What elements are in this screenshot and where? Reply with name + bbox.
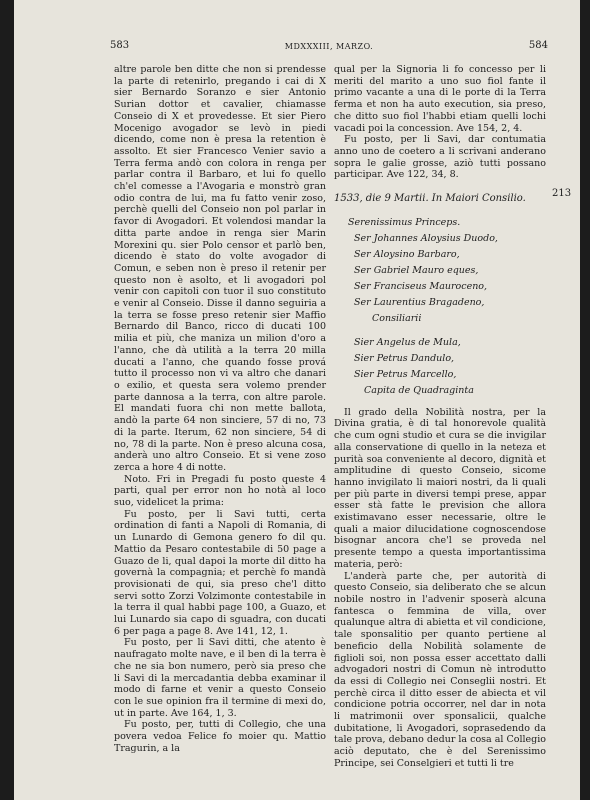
paragraph: Il grado della Nobilità nostra, per la Divina gratia, è di tal honorevole qualità che cum ogni studio et cura se die invigilar alla conservatione di quello in la neteza et purità soa conveniente al decoro, dignità et amplitudine di questo Conseio, sicome hanno invigilato li maiori nostri, da li quali per più parte in diversi tempi prese, appar esser stà fatte le prevision che allora existimavano esser necessarie, oltre le quali a maior dilucidatione cognoscendose bisognar ancora che'l se proveda nel presente tempo a questa importantissima materia, però: [334, 406, 546, 570]
left-text-column [114, 64, 326, 754]
margin-folio-number: 213 [552, 188, 572, 199]
page-number-left: 583 [110, 40, 130, 51]
roll-entry: Serenissimus Princeps. [348, 216, 461, 228]
roll-entry: Sier Petrus Marcello, [354, 368, 457, 380]
paragraph: Fu posto, per, tutti di Collegio, che una povera vedoa Felice fo moier qu. Mattio Tragurin, a la [114, 719, 326, 754]
roll-entry: Sier Angelus de Mula, [354, 336, 461, 348]
spacer [334, 399, 546, 407]
document-page [14, 0, 580, 800]
paragraph: L'anderà parte che, per autorità di questo Conseio, sia deliberato che se alcun nobile nostro in l'advenir sposerà alcuna fantesca o femmina de villa, over qualunque altra di abietta et vil condicione, tale sponsalitio per quanto pertiene al beneficio della Nobilità solamente de figlioli soi, non possa esser accettato dalli advogadori nostri di Comun nè introdutto da essi di Collegio nei Conseglii nostri. Et perchè circa il ditto esser de abiecta et vil condicione potria occorrer, nel dar in nota li matrimonii over sponsalicii, qualche dubitatione, li Avogadori, soprasedendo da tale prova, debano dedur la cosa al Collegio aciò deputato, che è del Serenissimo Principe, sei Conselgieri et tutti li tre [334, 570, 546, 769]
roll-entry: Sier Petrus Dandulo, [354, 352, 455, 364]
page-number-right: 584 [528, 40, 548, 51]
paragraph: Fu posto, per li Savi, dar contumatia anno uno de coetero a li scrivani anderano sopra le galie grosse, aziò tutti possano participar. Ave 122, 34, 8. [334, 134, 546, 181]
running-header [110, 40, 548, 54]
roll-entry: Ser Johannes Aloysius Duodo, [354, 232, 498, 244]
roll-entry: Ser Franciseus Mauroceno, [354, 280, 488, 292]
council-session-heading: 1533, die 9 Martii. In Maiori Consilio. [334, 193, 526, 205]
paragraph: qual per la Signoria li fo concesso per li meriti del marito a uno suo fiol fante il primo vacante a una di le porte di la Terra ferma et non ha auto execution, sia preso, che ditto suo fiol l'habbi etiam quelli lochi vacadi poi la concession. Ave 154, 2, 4. [334, 64, 546, 134]
roll-entry: Ser Laurentius Bragadeno, [354, 296, 485, 308]
paragraph: Noto. Fri in Pregadi fu posto queste 4 parti, qual per error non ho notà al loco suo, videlicet la prima: [114, 473, 326, 509]
roll-entry: Ser Gabriel Mauro eques, [354, 264, 479, 276]
paragraph: altre parole ben ditte che non si prendesse la parte di retenirlo, pregando i cai di X sier Bernardo Soranzo e sier Antonio Surian dottor et cavalier, chiamasse Conseio di X et provedesse. Et sier Piero Mocenigo avogador se levò in piedi dicendo, come non è presa la retention è assolto. Et sier Francesco Venier savio a Terra ferma andò con colora in renga per parlar contra il Barbaro, et lui fo quello ch'el comesse a l'Avogaria e monstrò gran odio contra de lui, ma fu fatto venir zoso, perchè quelli del Conseio non pol parlar in favor di Avogadori. Et volendosi mandar la ditta parte andoe in renga sier Marin Morexini qu. sier Polo censor et parlò ben, dicendo è stato do volte avogador di Comun, e seben non è preso il retenir per questo non è asolto, et li avogadori pol venir con capitoli con tuor il suo constituto e venir al Conseio. Disse il danno seguiria a la terra se fosse preso retenir sier Maffio Bernardo dil Banco, ricco di ducati 100 milia et più, che maniza un milion d'oro a l'anno, che dà utilità a la terra 20 milla ducati a l'anno, che quando fosse prová tutto il processo non vi va altro che danari o exilio, et questa sera volemo prender parte dannosa a la terra, con altre parole. El mandati fuora chi non mette ballota, andò la parte 64 non sinciere, 57 di no, 73 di la parte. Iterum, 62 non sinciere, 54 di no, 78 di la parte. Non è preso alcuna cosa, anderà uno altro Conseio. Et si vene zoso zerca a hore 4 di notte. [114, 64, 326, 473]
paragraph: Fu posto, per li Savi ditti, che atento è naufragato molte nave, e il ben di la terra è che ne sia bon numero, però sia preso che li Savi di la mercadantia debba examinar il modo di farne et venir a questo Conseio con le sue opinion fra il termine di mexi do, ut in parte. Ave 164, 1, 3. [114, 637, 326, 719]
paragraph: Fu posto, per li Savi tutti, certa ordination di fanti a Napoli di Romania, di un Lunardo di Gemona genero fo dil qu. Mattio da Pesaro contestabile di 50 page a Guazo de li, qual dapoi la morte dil ditto ha governà la compagnia; et perchè fo mandà provisionati de qui, sia preso che'l ditto servi sotto Zorzi Volzimonte contestabile in la terra il qual habbi page 100, a Guazo, et lui Lunardo sia capo di sguadra, con ducati 6 per paga a page 8. Ave 141, 12, 1. [114, 508, 326, 637]
council-roll [334, 215, 546, 399]
right-text-column [334, 64, 546, 770]
roll-entry: Ser Aloysino Barbaro, [354, 248, 460, 260]
roll-entry: Consiliarii [372, 312, 422, 324]
running-title: MDXXXIII, MARZO. [284, 42, 374, 51]
spacer [334, 327, 546, 335]
roll-entry: Capita de Quadraginta [364, 384, 474, 396]
